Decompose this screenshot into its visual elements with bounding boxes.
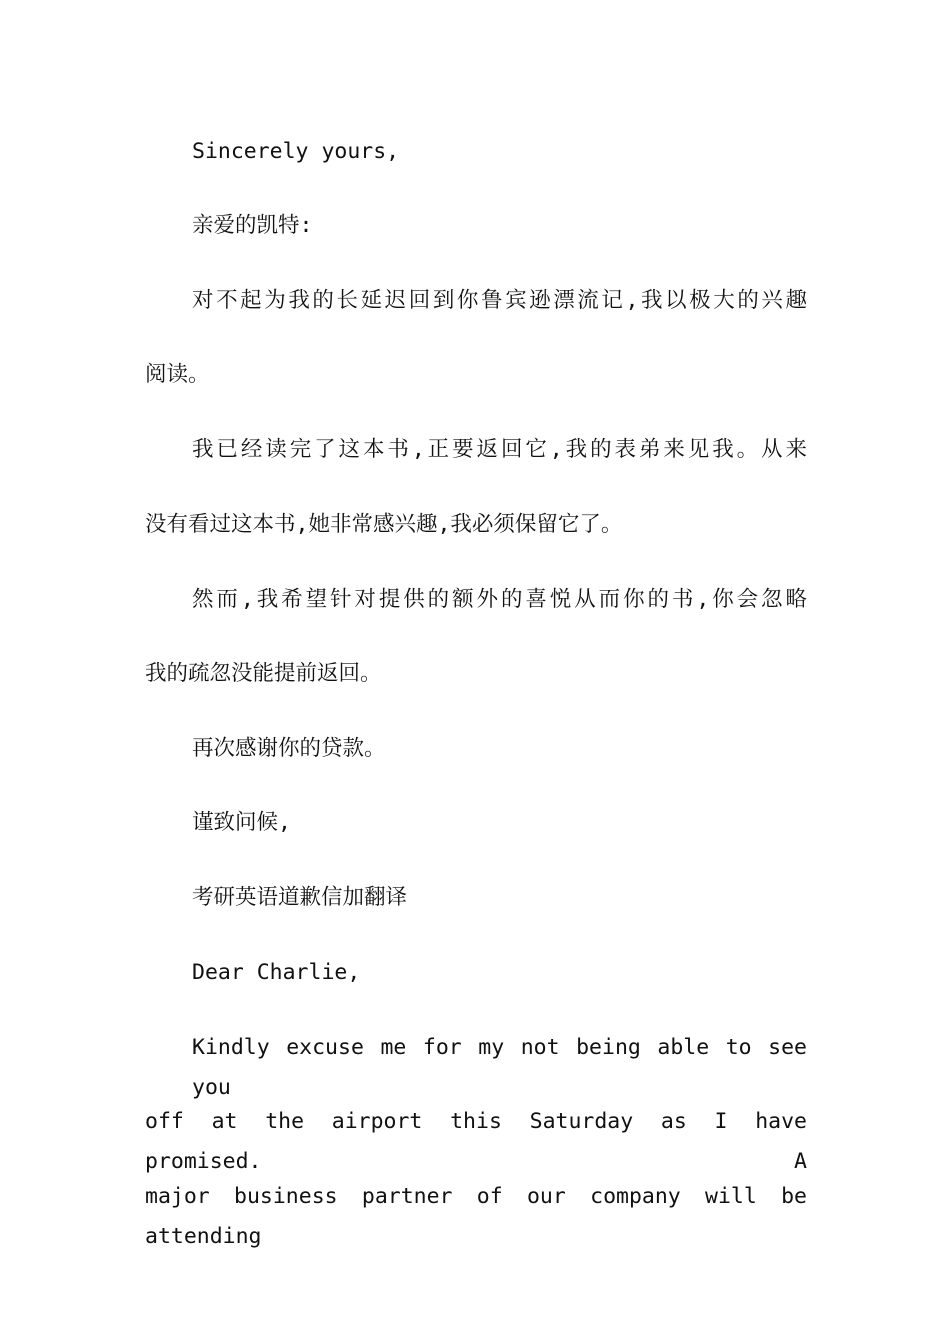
text-line: 亲爱的凯特:: [192, 213, 313, 238]
text-line: 对不起为我的长延迟回到你鲁宾逊漂流记,我以极大的兴趣: [192, 288, 807, 313]
text-line: off at the airport this Saturday as I have promised. A: [145, 1109, 807, 1174]
text-line: 然而,我希望针对提供的额外的喜悦从而你的书,你会忽略: [192, 587, 807, 612]
text-line: major business partner of our company will be attending: [145, 1184, 807, 1249]
text-line: Sincerely yours,: [192, 139, 400, 164]
text-line: 阅读。: [145, 362, 210, 387]
text-line: 没有看过这本书,她非常感兴趣,我必须保留它了。: [145, 512, 623, 537]
text-line: 我已经读完了这本书,正要返回它,我的表弟来见我。从来: [192, 437, 807, 462]
text-line: Kindly excuse me for my not being able to see you: [192, 1035, 807, 1100]
text-line: 谨致问候,: [192, 810, 291, 835]
text-line: 再次感谢你的贷款。: [192, 736, 386, 761]
text-line: 我的疏忽没能提前返回。: [145, 661, 382, 686]
text-line: Dear Charlie,: [192, 960, 361, 985]
text-line: 考研英语道歉信加翻译: [192, 885, 408, 910]
